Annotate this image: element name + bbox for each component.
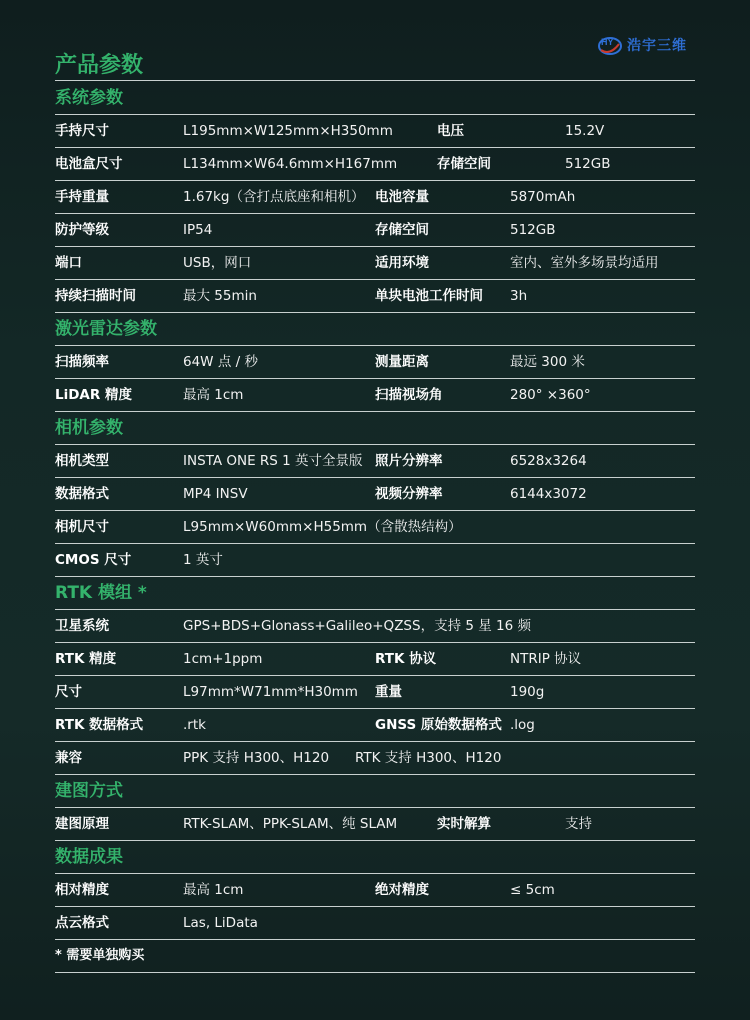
table-row bbox=[55, 511, 695, 544]
table-row bbox=[55, 346, 695, 379]
spec-label: 卫星系统 bbox=[55, 618, 109, 634]
spec-value: .log bbox=[510, 717, 535, 733]
spec-value: 190g bbox=[510, 684, 545, 700]
spec-value: 280° ×360° bbox=[510, 387, 591, 403]
spec-value: MP4 INSV bbox=[183, 486, 248, 502]
spec-label: 手持尺寸 bbox=[55, 123, 109, 139]
table-row bbox=[55, 115, 695, 148]
spec-label: 持续扫描时间 bbox=[55, 288, 136, 304]
spec-label: 相对精度 bbox=[55, 882, 109, 898]
section-title-mapping: 建图方式 bbox=[55, 775, 695, 808]
spec-label: RTK 精度 bbox=[55, 651, 117, 667]
spec-label: 尺寸 bbox=[55, 684, 82, 700]
spec-value: L95mm×W60mm×H55mm（含散热结构） bbox=[183, 519, 462, 535]
spec-value: 室内、室外多场景均适用 bbox=[510, 255, 659, 271]
spec-label: 数据格式 bbox=[55, 486, 109, 502]
footnote: * 需要单独购买 bbox=[55, 940, 695, 973]
spec-label: RTK 协议 bbox=[375, 651, 437, 667]
table-row bbox=[55, 709, 695, 742]
spec-label: 电压 bbox=[437, 123, 464, 139]
table-row bbox=[55, 247, 695, 280]
spec-value: 1 英寸 bbox=[183, 552, 223, 568]
table-row bbox=[55, 544, 695, 577]
spec-value: 支持 bbox=[565, 816, 592, 832]
table-row bbox=[55, 379, 695, 412]
page-title: 产品参数 bbox=[55, 53, 144, 78]
spec-value: 6528x3264 bbox=[510, 453, 587, 469]
table-row bbox=[55, 907, 695, 940]
table-row bbox=[55, 742, 695, 775]
spec-label: 电池盒尺寸 bbox=[55, 156, 123, 172]
spec-value: 512GB bbox=[565, 156, 611, 172]
spec-label: 适用环境 bbox=[375, 255, 429, 271]
spec-value: 最高 1cm bbox=[183, 882, 244, 898]
table-row bbox=[55, 214, 695, 247]
spec-value: NTRIP 协议 bbox=[510, 651, 582, 667]
spec-value: RTK 支持 H300、H120 bbox=[355, 750, 502, 766]
table-row bbox=[55, 808, 695, 841]
spec-value: 最大 55min bbox=[183, 288, 257, 304]
spec-label: 建图原理 bbox=[55, 816, 109, 832]
spec-value: 512GB bbox=[510, 222, 556, 238]
spec-value: L195mm×W125mm×H350mm bbox=[183, 123, 393, 139]
spec-label: 兼容 bbox=[55, 750, 82, 766]
spec-label: 存储空间 bbox=[437, 156, 491, 172]
table-row bbox=[55, 643, 695, 676]
spec-value: 最高 1cm bbox=[183, 387, 244, 403]
spec-label: 存储空间 bbox=[375, 222, 429, 238]
spec-value: L97mm*W71mm*H30mm bbox=[183, 684, 358, 700]
spec-value: 6144x3072 bbox=[510, 486, 587, 502]
table-row bbox=[55, 676, 695, 709]
spec-value: 15.2V bbox=[565, 123, 605, 139]
spec-label: 单块电池工作时间 bbox=[375, 288, 483, 304]
section-title-system: 系统参数 bbox=[55, 82, 695, 115]
spec-label: 点云格式 bbox=[55, 915, 109, 931]
spec-value: INSTA ONE RS 1 英寸全景版 bbox=[183, 453, 363, 469]
table-row bbox=[55, 181, 695, 214]
spec-value: .rtk bbox=[183, 717, 206, 733]
section-title-camera: 相机参数 bbox=[55, 412, 695, 445]
spec-value: 最远 300 米 bbox=[510, 354, 585, 370]
spec-sheet bbox=[55, 82, 695, 973]
spec-label: 端口 bbox=[55, 255, 82, 271]
spec-value: USB，网口 bbox=[183, 255, 252, 271]
section-title-results: 数据成果 bbox=[55, 841, 695, 874]
spec-label: RTK 数据格式 bbox=[55, 717, 144, 733]
spec-value: 5870mAh bbox=[510, 189, 576, 205]
logo-text: 浩宇三维 bbox=[627, 38, 687, 54]
spec-label: 扫描频率 bbox=[55, 354, 109, 370]
spec-value: GPS+BDS+Glonass+Galileo+QZSS，支持 5 星 16 频 bbox=[183, 618, 532, 634]
logo-globe-icon bbox=[597, 32, 623, 58]
spec-value: Las, LiData bbox=[183, 915, 258, 931]
table-row bbox=[55, 148, 695, 181]
spec-value: ≤ 5cm bbox=[510, 882, 555, 898]
spec-label: 扫描视场角 bbox=[375, 387, 443, 403]
spec-label: 视频分辨率 bbox=[375, 486, 443, 502]
svg-text:HY: HY bbox=[601, 37, 614, 47]
spec-label: LiDAR 精度 bbox=[55, 387, 132, 403]
section-title-rtk: RTK 模组 * bbox=[55, 577, 695, 610]
spec-label: 手持重量 bbox=[55, 189, 109, 205]
spec-value: 1.67kg（含打点底座和相机） bbox=[183, 189, 365, 205]
table-row bbox=[55, 445, 695, 478]
spec-label: 相机类型 bbox=[55, 453, 109, 469]
spec-value: RTK-SLAM、PPK-SLAM、纯 SLAM bbox=[183, 816, 398, 832]
spec-label: 实时解算 bbox=[437, 816, 491, 832]
spec-label: 电池容量 bbox=[375, 189, 429, 205]
spec-label: 重量 bbox=[375, 684, 402, 700]
title-divider bbox=[55, 80, 695, 81]
spec-value: 3h bbox=[510, 288, 528, 304]
spec-value: PPK 支持 H300、H120 bbox=[183, 750, 330, 766]
spec-label: GNSS 原始数据格式 bbox=[375, 717, 502, 733]
spec-value: L134mm×W64.6mm×H167mm bbox=[183, 156, 398, 172]
spec-label: 绝对精度 bbox=[375, 882, 429, 898]
spec-label: 相机尺寸 bbox=[55, 519, 109, 535]
spec-value: 64W 点 / 秒 bbox=[183, 354, 258, 370]
table-row bbox=[55, 610, 695, 643]
spec-value: IP54 bbox=[183, 222, 213, 238]
spec-value: 1cm+1ppm bbox=[183, 651, 263, 667]
table-row bbox=[55, 280, 695, 313]
brand-logo bbox=[597, 30, 697, 60]
spec-label: CMOS 尺寸 bbox=[55, 552, 132, 568]
spec-label: 测量距离 bbox=[375, 354, 429, 370]
section-title-lidar: 激光雷达参数 bbox=[55, 313, 695, 346]
table-row bbox=[55, 874, 695, 907]
spec-label: 照片分辨率 bbox=[375, 453, 443, 469]
spec-label: 防护等级 bbox=[55, 222, 109, 238]
table-row bbox=[55, 478, 695, 511]
